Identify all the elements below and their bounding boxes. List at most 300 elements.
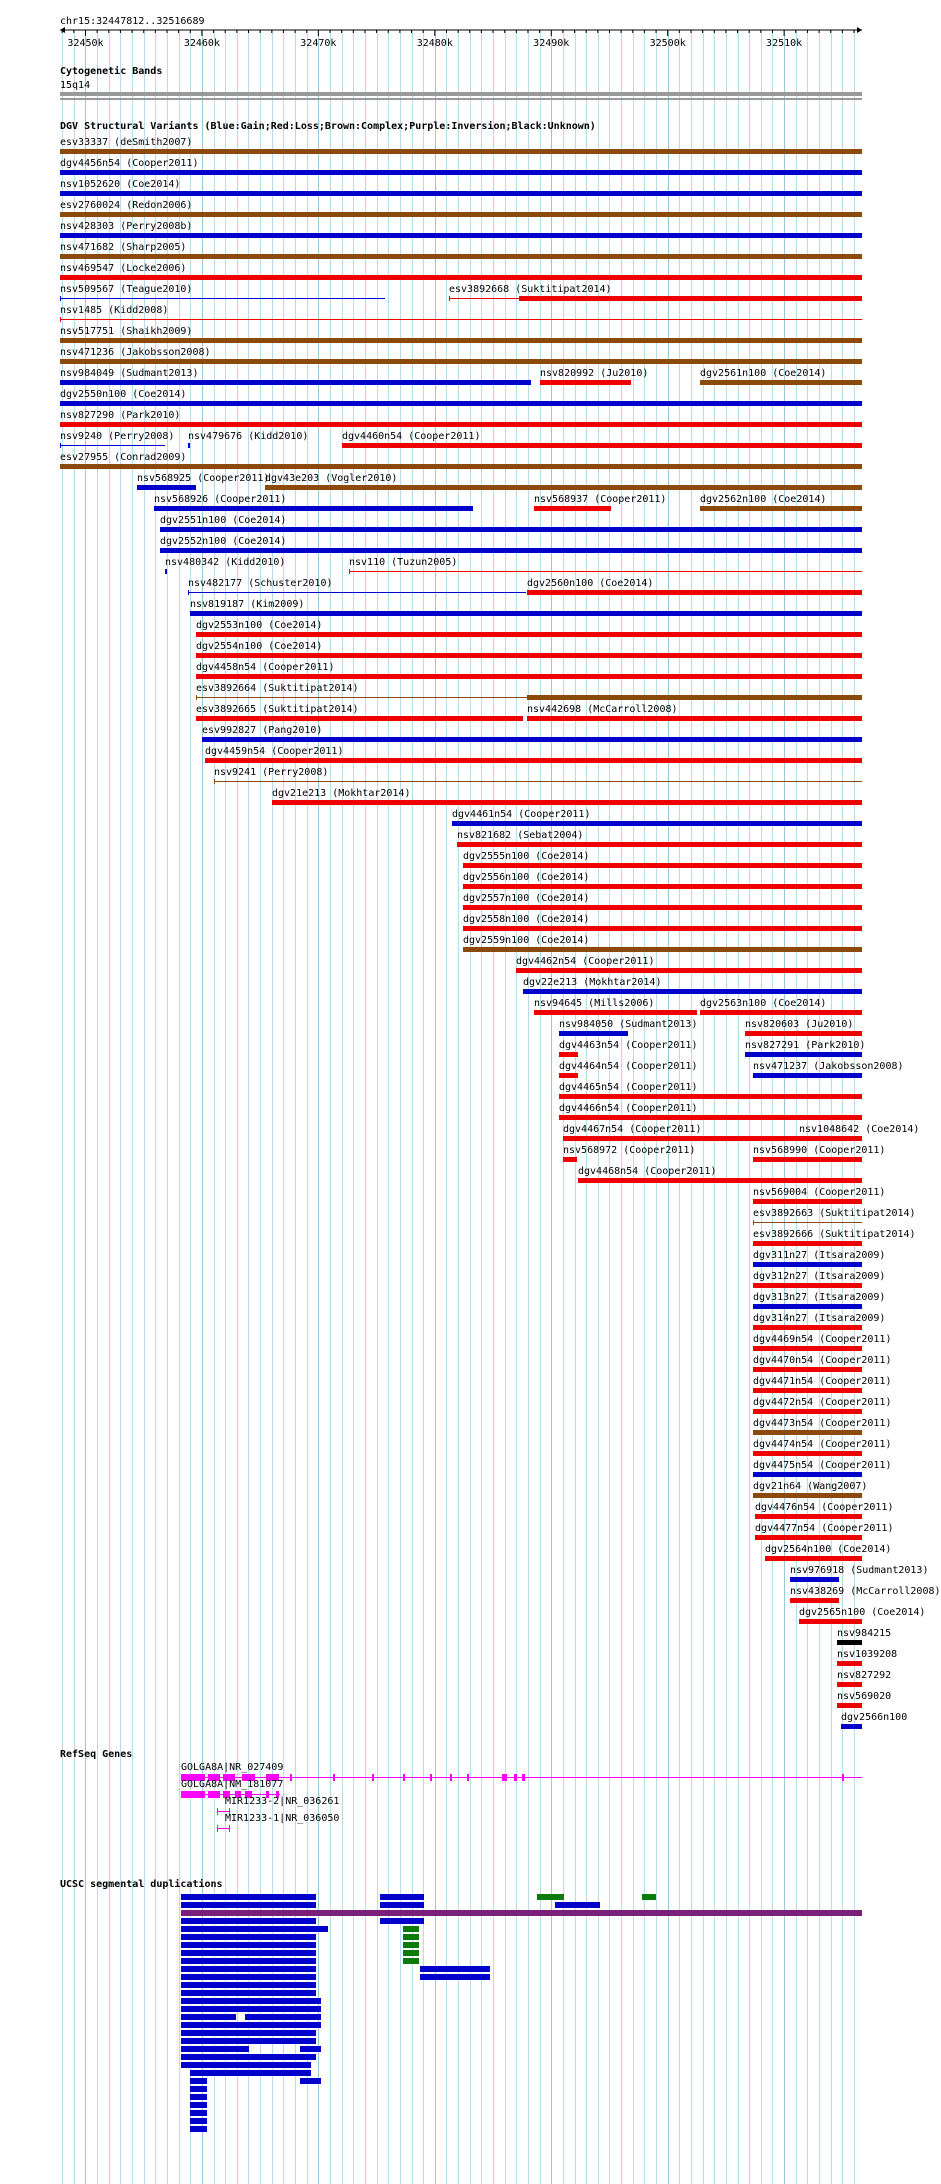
variant-bar[interactable] — [563, 1157, 577, 1162]
variant-bar[interactable] — [753, 1157, 862, 1162]
variant-bar[interactable] — [753, 1304, 862, 1309]
variant-bar[interactable] — [837, 1640, 862, 1645]
variant-label[interactable]: nsv827292 — [837, 1670, 892, 1681]
variant-label[interactable]: dgv21n64 (Wang2007) — [753, 1481, 868, 1492]
variant-label[interactable]: dgv314n27 (Itsara2009) — [753, 1313, 886, 1324]
variant-label[interactable]: esv992827 (Pang2010) — [202, 725, 323, 736]
segdup-bar[interactable] — [181, 2030, 316, 2036]
variant-bar[interactable] — [214, 781, 862, 782]
variant-label[interactable]: dgv2557n100 (Coe2014) — [463, 893, 590, 904]
variant-label[interactable]: nsv820992 (Ju2010) — [540, 368, 649, 379]
variant-label[interactable]: nsv569004 (Cooper2011) — [753, 1187, 886, 1198]
variant-start-tick — [60, 317, 61, 322]
variant-bar[interactable] — [753, 1451, 862, 1456]
gene-label[interactable]: MIR1233-2|NR_036261 — [225, 1796, 340, 1807]
variant-label[interactable]: dgv4458n54 (Cooper2011) — [196, 662, 335, 673]
variant-bar[interactable] — [540, 380, 631, 385]
grid-line — [225, 30, 226, 2184]
grid-line — [470, 30, 471, 2184]
variant-label[interactable]: dgv2564n100 (Coe2014) — [765, 1544, 892, 1555]
variant-label[interactable]: dgv4476n54 (Cooper2011) — [755, 1502, 894, 1513]
ruler-tick-label: 32490k — [533, 38, 570, 49]
segdup-bar[interactable] — [190, 2110, 207, 2116]
grid-line — [272, 30, 273, 2184]
segdup-bar[interactable] — [181, 1982, 316, 1988]
variant-bar[interactable] — [799, 1619, 862, 1624]
variant-label[interactable]: dgv2558n100 (Coe2014) — [463, 914, 590, 925]
segdup-bar[interactable] — [190, 2086, 207, 2092]
grid-line — [528, 30, 529, 2184]
variant-bar[interactable] — [463, 863, 862, 868]
variant-bar[interactable] — [837, 1703, 862, 1708]
variant-label[interactable]: dgv4460n54 (Cooper2011) — [342, 431, 481, 442]
segdup-bar[interactable] — [403, 1958, 419, 1964]
variant-bar[interactable] — [745, 1052, 862, 1057]
segdup-bar[interactable] — [181, 1958, 316, 1964]
cytoband-label: 15q14 — [60, 80, 91, 91]
segdup-bar[interactable] — [181, 1934, 316, 1940]
grid-line — [365, 30, 366, 2184]
variant-bar[interactable] — [700, 1010, 862, 1015]
variant-bar[interactable] — [188, 443, 190, 448]
variant-start-tick — [214, 779, 215, 784]
gene-exon[interactable] — [502, 1774, 507, 1781]
variant-label[interactable]: esv27955 (Conrad2009) — [60, 452, 187, 463]
variant-label[interactable]: esv33337 (deSmith2007) — [60, 137, 193, 148]
variant-bar[interactable] — [753, 1388, 862, 1393]
variant-core-bar[interactable] — [527, 695, 862, 700]
segdup-bar[interactable] — [403, 1942, 419, 1948]
variant-start-tick — [449, 296, 450, 301]
gene-exon[interactable] — [842, 1774, 844, 1781]
gene-exon[interactable] — [403, 1774, 405, 1781]
gene-exon[interactable] — [181, 1791, 205, 1798]
variant-bar[interactable] — [837, 1661, 862, 1666]
variant-bar[interactable] — [60, 422, 862, 427]
variant-bar[interactable] — [753, 1222, 862, 1223]
grid-line — [540, 30, 541, 2184]
variant-label[interactable]: nsv1048642 (Coe2014) — [799, 1124, 920, 1135]
variant-label[interactable]: nsv568926 (Cooper2011) — [154, 494, 287, 505]
variant-label[interactable]: nsv509567 (Teague2010) — [60, 284, 193, 295]
variant-start-tick — [60, 296, 61, 301]
ruler-tick-label: 32500k — [649, 38, 686, 49]
variant-bar[interactable] — [154, 506, 473, 511]
variant-bar[interactable] — [753, 1493, 862, 1498]
segdup-bar[interactable] — [181, 1926, 328, 1932]
grid-line — [505, 30, 506, 2184]
variant-label[interactable]: dgv4459n54 (Cooper2011) — [205, 746, 344, 757]
cytoband-bar[interactable] — [60, 92, 862, 96]
variant-bar[interactable] — [559, 1115, 862, 1120]
variant-bar[interactable] — [60, 464, 862, 469]
variant-bar[interactable] — [190, 611, 862, 616]
region-label: chr15:32447812..32516689 — [60, 16, 205, 27]
variant-label[interactable]: dgv4463n54 (Cooper2011) — [559, 1040, 698, 1051]
grid-line — [772, 30, 773, 2184]
gene-exon[interactable] — [430, 1774, 432, 1781]
variant-label[interactable]: nsv1485 (Kidd2008) — [60, 305, 169, 316]
ruler-arrow-right-icon — [857, 27, 862, 33]
grid-line — [807, 30, 808, 2184]
variant-label[interactable]: dgv4477n54 (Cooper2011) — [755, 1523, 894, 1534]
variant-label[interactable]: dgv2561n100 (Coe2014) — [700, 368, 827, 379]
variant-bar[interactable] — [765, 1556, 862, 1561]
variant-label[interactable]: nsv976918 (Sudmant2013) — [790, 1565, 929, 1576]
variant-label[interactable]: dgv22e213 (Mokhtar2014) — [523, 977, 662, 988]
grid-line — [458, 30, 459, 2184]
variant-label[interactable]: dgv43e203 (Vogler2010) — [265, 473, 398, 484]
variant-label[interactable]: dgv4469n54 (Cooper2011) — [753, 1334, 892, 1345]
variant-label[interactable]: nsv428303 (Perry2008b) — [60, 221, 193, 232]
segdup-bar[interactable] — [380, 1918, 424, 1924]
segdup-bar[interactable] — [190, 2126, 207, 2132]
gene-intron-line[interactable] — [217, 1828, 229, 1829]
segdup-bar[interactable] — [403, 1934, 419, 1940]
variant-bar[interactable] — [463, 947, 862, 952]
variant-bar[interactable] — [755, 1514, 862, 1519]
segdup-bar[interactable] — [181, 1942, 316, 1948]
segdup-bar[interactable] — [181, 1902, 316, 1908]
grid-line — [796, 30, 797, 2184]
grid-line — [237, 30, 238, 2184]
variant-start-tick — [753, 1220, 754, 1225]
segdup-bar[interactable] — [190, 2094, 207, 2100]
segdup-bar[interactable] — [190, 2102, 207, 2108]
variant-label[interactable]: nsv568990 (Cooper2011) — [753, 1145, 886, 1156]
variant-bar[interactable] — [60, 359, 862, 364]
segdup-bar[interactable] — [181, 1910, 862, 1916]
variant-label[interactable]: nsv819187 (Kim2009) — [190, 599, 305, 610]
grid-line — [493, 30, 494, 2184]
variant-label[interactable]: dgv4471n54 (Cooper2011) — [753, 1376, 892, 1387]
segdup-bar[interactable] — [181, 1918, 316, 1924]
variant-bar[interactable] — [559, 1094, 862, 1099]
ruler-tick-label: 32480k — [416, 38, 453, 49]
variant-label[interactable]: nsv827290 (Park2010) — [60, 410, 181, 421]
variant-bar[interactable] — [559, 1073, 578, 1078]
variant-label[interactable]: dgv2563n100 (Coe2014) — [700, 998, 827, 1009]
variant-label[interactable]: nsv984215 — [837, 1628, 892, 1639]
variant-label[interactable]: nsv820603 (Ju2010) — [745, 1019, 854, 1030]
grid-line — [481, 30, 482, 2184]
gene-exon[interactable] — [290, 1774, 292, 1781]
variant-label[interactable]: dgv4473n54 (Cooper2011) — [753, 1418, 892, 1429]
variant-bar[interactable] — [196, 653, 862, 658]
variant-label[interactable]: dgv2559n100 (Coe2014) — [463, 935, 590, 946]
variant-label[interactable]: nsv984049 (Sudmant2013) — [60, 368, 199, 379]
variant-label[interactable]: dgv21e213 (Mokhtar2014) — [272, 788, 411, 799]
variant-bar[interactable] — [188, 592, 526, 593]
gene-intron-line[interactable] — [217, 1811, 229, 1812]
variant-bar[interactable] — [463, 926, 862, 931]
variant-bar[interactable] — [457, 842, 862, 847]
refseq-genes-title: RefSeq Genes — [60, 1749, 133, 1760]
variant-label[interactable]: dgv2565n100 (Coe2014) — [799, 1607, 926, 1618]
variant-bar[interactable] — [753, 1430, 862, 1435]
cytoband-bar-lower — [60, 98, 862, 100]
variant-bar[interactable] — [559, 1052, 578, 1057]
variant-label[interactable]: dgv2555n100 (Coe2014) — [463, 851, 590, 862]
variant-label[interactable]: dgv4461n54 (Cooper2011) — [452, 809, 591, 820]
variant-bar[interactable] — [753, 1367, 862, 1372]
variant-label[interactable]: nsv1039208 — [837, 1649, 898, 1660]
ruler-tick-label: 32510k — [766, 38, 803, 49]
variant-label[interactable]: dgv4468n54 (Cooper2011) — [578, 1166, 717, 1177]
grid-line — [342, 30, 343, 2184]
segdup-bar[interactable] — [181, 1966, 316, 1972]
variant-label[interactable]: esv3892663 (Suktitipat2014) — [753, 1208, 916, 1219]
variant-label[interactable]: nsv471237 (Jakobsson2008) — [753, 1061, 904, 1072]
variant-bar[interactable] — [342, 443, 862, 448]
variant-bar[interactable] — [160, 548, 862, 553]
variant-bar[interactable] — [60, 170, 862, 175]
variant-bar[interactable] — [60, 212, 862, 217]
variant-label[interactable]: nsv568972 (Cooper2011) — [563, 1145, 696, 1156]
variant-bar[interactable] — [837, 1682, 862, 1687]
variant-label[interactable]: nsv110 (Tuzun2005) — [349, 557, 458, 568]
grid-line — [551, 30, 552, 2184]
gene-exon[interactable] — [450, 1774, 452, 1781]
variant-label[interactable]: nsv438269 (McCarroll2008) — [790, 1586, 941, 1597]
grid-line — [388, 30, 389, 2184]
variant-bar[interactable] — [790, 1598, 839, 1603]
variant-bar[interactable] — [799, 1136, 862, 1141]
grid-line — [446, 30, 447, 2184]
segdup-bar[interactable] — [403, 1950, 419, 1956]
grid-line — [283, 30, 284, 2184]
variant-label[interactable]: esv2760024 (Redon2006) — [60, 200, 193, 211]
gene-exon[interactable] — [208, 1791, 220, 1798]
variant-bar[interactable] — [349, 571, 862, 572]
variant-bar[interactable] — [165, 569, 167, 574]
variant-label[interactable]: dgv2551n100 (Coe2014) — [160, 515, 287, 526]
variant-label[interactable]: nsv827291 (Park2010) — [745, 1040, 866, 1051]
variant-bar[interactable] — [700, 506, 862, 511]
variant-bar[interactable] — [753, 1073, 862, 1078]
grid-line — [412, 30, 413, 2184]
gene-label[interactable]: GOLGA8A|NR_027409 — [181, 1762, 284, 1773]
variant-bar[interactable] — [753, 1409, 862, 1414]
segdup-bar[interactable] — [181, 1950, 316, 1956]
segdup-bar[interactable] — [190, 2118, 207, 2124]
variant-bar[interactable] — [60, 401, 862, 406]
variant-label[interactable]: esv3892664 (Suktitipat2014) — [196, 683, 359, 694]
variant-label[interactable]: dgv311n27 (Itsara2009) — [753, 1250, 886, 1261]
variant-label[interactable]: esv3892666 (Suktitipat2014) — [753, 1229, 916, 1240]
segdup-bar[interactable] — [181, 2062, 311, 2068]
variant-bar[interactable] — [755, 1535, 862, 1540]
variant-bar[interactable] — [60, 233, 862, 238]
gene-exon[interactable] — [467, 1774, 469, 1781]
variant-bar[interactable] — [463, 884, 862, 889]
grid-line — [761, 30, 762, 2184]
variant-label[interactable]: dgv4467n54 (Cooper2011) — [563, 1124, 702, 1135]
variant-bar[interactable] — [60, 275, 862, 280]
variant-bar[interactable] — [60, 380, 531, 385]
variant-bar[interactable] — [60, 254, 862, 259]
gene-label[interactable]: GOLGA8A|NM_181077 — [181, 1779, 284, 1790]
variant-bar[interactable] — [753, 1283, 862, 1288]
segdup-bar[interactable] — [181, 2006, 321, 2012]
segdup-bar[interactable] — [190, 2078, 207, 2084]
variant-bar[interactable] — [196, 632, 862, 637]
segdup-bar[interactable] — [181, 1974, 316, 1980]
variant-bar[interactable] — [516, 968, 862, 973]
variant-bar[interactable] — [578, 1178, 862, 1183]
variant-bar[interactable] — [452, 821, 862, 826]
variant-label[interactable]: nsv1052620 (Coe2014) — [60, 179, 181, 190]
mirna-end-tick — [217, 1825, 218, 1832]
variant-label[interactable]: nsv568937 (Cooper2011) — [534, 494, 667, 505]
variant-label[interactable]: nsv442698 (McCarroll2008) — [527, 704, 678, 715]
variant-bar[interactable] — [753, 1262, 862, 1267]
segdup-bar[interactable] — [300, 2046, 321, 2052]
grid-line — [330, 30, 331, 2184]
variant-label[interactable]: nsv94645 (Mills2006) — [534, 998, 655, 1009]
variant-label[interactable]: dgv2550n100 (Coe2014) — [60, 389, 187, 400]
variant-label[interactable]: nsv469547 (Locke2006) — [60, 263, 187, 274]
variant-bar[interactable] — [60, 149, 862, 154]
grid-line — [516, 30, 517, 2184]
segdup-bar[interactable] — [380, 1894, 424, 1900]
segdup-bar[interactable] — [555, 1902, 600, 1908]
variant-label[interactable]: esv3892668 (Suktitipat2014) — [449, 284, 612, 295]
gene-exon[interactable] — [522, 1774, 525, 1781]
variant-label[interactable]: dgv4474n54 (Cooper2011) — [753, 1439, 892, 1450]
variant-bar[interactable] — [745, 1031, 862, 1036]
variant-bar[interactable] — [559, 1031, 628, 1036]
variant-label[interactable]: nsv984050 (Sudmant2013) — [559, 1019, 698, 1030]
segdup-bar[interactable] — [420, 1974, 490, 1980]
variant-bar[interactable] — [753, 1325, 862, 1330]
segdup-bar[interactable] — [380, 1902, 424, 1908]
variant-label[interactable]: dgv2553n100 (Coe2014) — [196, 620, 323, 631]
grid-line — [714, 30, 715, 2184]
segdup-bar[interactable] — [245, 2014, 321, 2020]
variant-label[interactable]: dgv313n27 (Itsara2009) — [753, 1292, 886, 1303]
gene-label[interactable]: MIR1233-1|NR_036050 — [225, 1813, 340, 1824]
variant-label[interactable]: nsv569020 — [837, 1691, 892, 1702]
variant-label[interactable]: dgv2554n100 (Coe2014) — [196, 641, 323, 652]
variant-bar[interactable] — [196, 674, 862, 679]
variant-bar[interactable] — [534, 1010, 697, 1015]
grid-line — [726, 30, 727, 2184]
variant-label[interactable]: nsv9240 (Perry2008) — [60, 431, 175, 442]
variant-bar[interactable] — [60, 338, 862, 343]
segdup-bar[interactable] — [537, 1894, 564, 1900]
variant-bar[interactable] — [60, 319, 862, 320]
variant-label[interactable]: dgv4466n54 (Cooper2011) — [559, 1103, 698, 1114]
variant-bar[interactable] — [841, 1724, 862, 1729]
variant-bar[interactable] — [196, 716, 523, 721]
variant-bar[interactable] — [463, 905, 862, 910]
segdup-bar[interactable] — [642, 1894, 656, 1900]
variant-label[interactable]: dgv4470n54 (Cooper2011) — [753, 1355, 892, 1366]
segdup-bar[interactable] — [403, 1926, 419, 1932]
variant-bar[interactable] — [202, 737, 862, 742]
segdup-bar[interactable] — [181, 1990, 316, 1996]
variant-label[interactable]: dgv2560n100 (Coe2014) — [527, 578, 654, 589]
variant-label[interactable]: dgv4465n54 (Cooper2011) — [559, 1082, 698, 1093]
variant-label[interactable]: dgv2562n100 (Coe2014) — [700, 494, 827, 505]
variant-label[interactable]: nsv479676 (Kidd2010) — [188, 431, 309, 442]
segdup-bar[interactable] — [181, 2054, 316, 2060]
variant-label[interactable]: nsv821682 (Sebat2004) — [457, 830, 584, 841]
variant-bar[interactable] — [790, 1577, 839, 1582]
variant-bar[interactable] — [753, 1346, 862, 1351]
variant-label[interactable]: dgv312n27 (Itsara2009) — [753, 1271, 886, 1282]
variant-label[interactable]: dgv4462n54 (Cooper2011) — [516, 956, 655, 967]
variant-label[interactable]: nsv568925 (Cooper2011) — [137, 473, 270, 484]
variant-label[interactable]: dgv2566n100 — [841, 1712, 908, 1723]
variant-bar[interactable] — [265, 485, 862, 490]
variant-label[interactable]: dgv4456n54 (Cooper2011) — [60, 158, 199, 169]
grid-line — [318, 30, 319, 2184]
variant-core-bar[interactable] — [519, 296, 862, 301]
variant-label[interactable]: nsv517751 (Shaikh2009) — [60, 326, 193, 337]
grid-line — [749, 30, 750, 2184]
variant-bar[interactable] — [523, 989, 862, 994]
variant-bar[interactable] — [160, 527, 862, 532]
variant-bar[interactable] — [753, 1472, 862, 1477]
variant-label[interactable]: nsv9241 (Perry2008) — [214, 767, 329, 778]
variant-label[interactable]: esv3892665 (Suktitipat2014) — [196, 704, 359, 715]
variant-bar[interactable] — [137, 485, 196, 490]
variant-label[interactable]: nsv482177 (Schuster2010) — [188, 578, 333, 589]
variant-bar[interactable] — [534, 506, 611, 511]
variant-label[interactable]: dgv2556n100 (Coe2014) — [463, 872, 590, 883]
variant-bar[interactable] — [527, 716, 862, 721]
gene-exon[interactable] — [514, 1774, 517, 1781]
segdup-bar[interactable] — [190, 2070, 311, 2076]
segdup-bar[interactable] — [181, 2046, 249, 2052]
ruler — [0, 26, 890, 58]
variant-bar[interactable] — [60, 191, 862, 196]
segdup-bar[interactable] — [181, 1998, 321, 2004]
variant-bar[interactable] — [753, 1241, 862, 1246]
grid-line — [854, 30, 855, 2184]
variant-start-tick — [60, 443, 61, 448]
segdup-bar[interactable] — [181, 1894, 316, 1900]
variant-bar[interactable] — [205, 758, 862, 763]
variant-label[interactable]: dgv4475n54 (Cooper2011) — [753, 1460, 892, 1471]
variant-bar[interactable] — [60, 298, 385, 299]
variant-bar[interactable] — [527, 590, 862, 595]
grid-line — [214, 30, 215, 2184]
segdup-bar[interactable] — [181, 2014, 236, 2020]
grid-line — [842, 30, 843, 2184]
variant-label[interactable]: dgv4472n54 (Cooper2011) — [753, 1397, 892, 1408]
variant-bar[interactable] — [753, 1199, 862, 1204]
segdup-bar[interactable] — [181, 2022, 321, 2028]
gene-exon[interactable] — [372, 1774, 374, 1781]
variant-label[interactable]: nsv471236 (Jakobsson2008) — [60, 347, 211, 358]
grid-line — [703, 30, 704, 2184]
variant-bar[interactable] — [60, 445, 165, 446]
variant-label[interactable]: nsv471682 (Sharp2005) — [60, 242, 187, 253]
variant-label[interactable]: dgv2552n100 (Coe2014) — [160, 536, 287, 547]
variant-label[interactable]: nsv480342 (Kidd2010) — [165, 557, 286, 568]
variant-bar[interactable] — [272, 800, 862, 805]
gene-exon[interactable] — [333, 1774, 335, 1781]
segdup-bar[interactable] — [300, 2078, 321, 2084]
segdup-bar[interactable] — [181, 2038, 316, 2044]
segdup-bar[interactable] — [420, 1966, 490, 1972]
grid-line — [248, 30, 249, 2184]
variant-bar[interactable] — [700, 380, 862, 385]
variant-label[interactable]: dgv4464n54 (Cooper2011) — [559, 1061, 698, 1072]
